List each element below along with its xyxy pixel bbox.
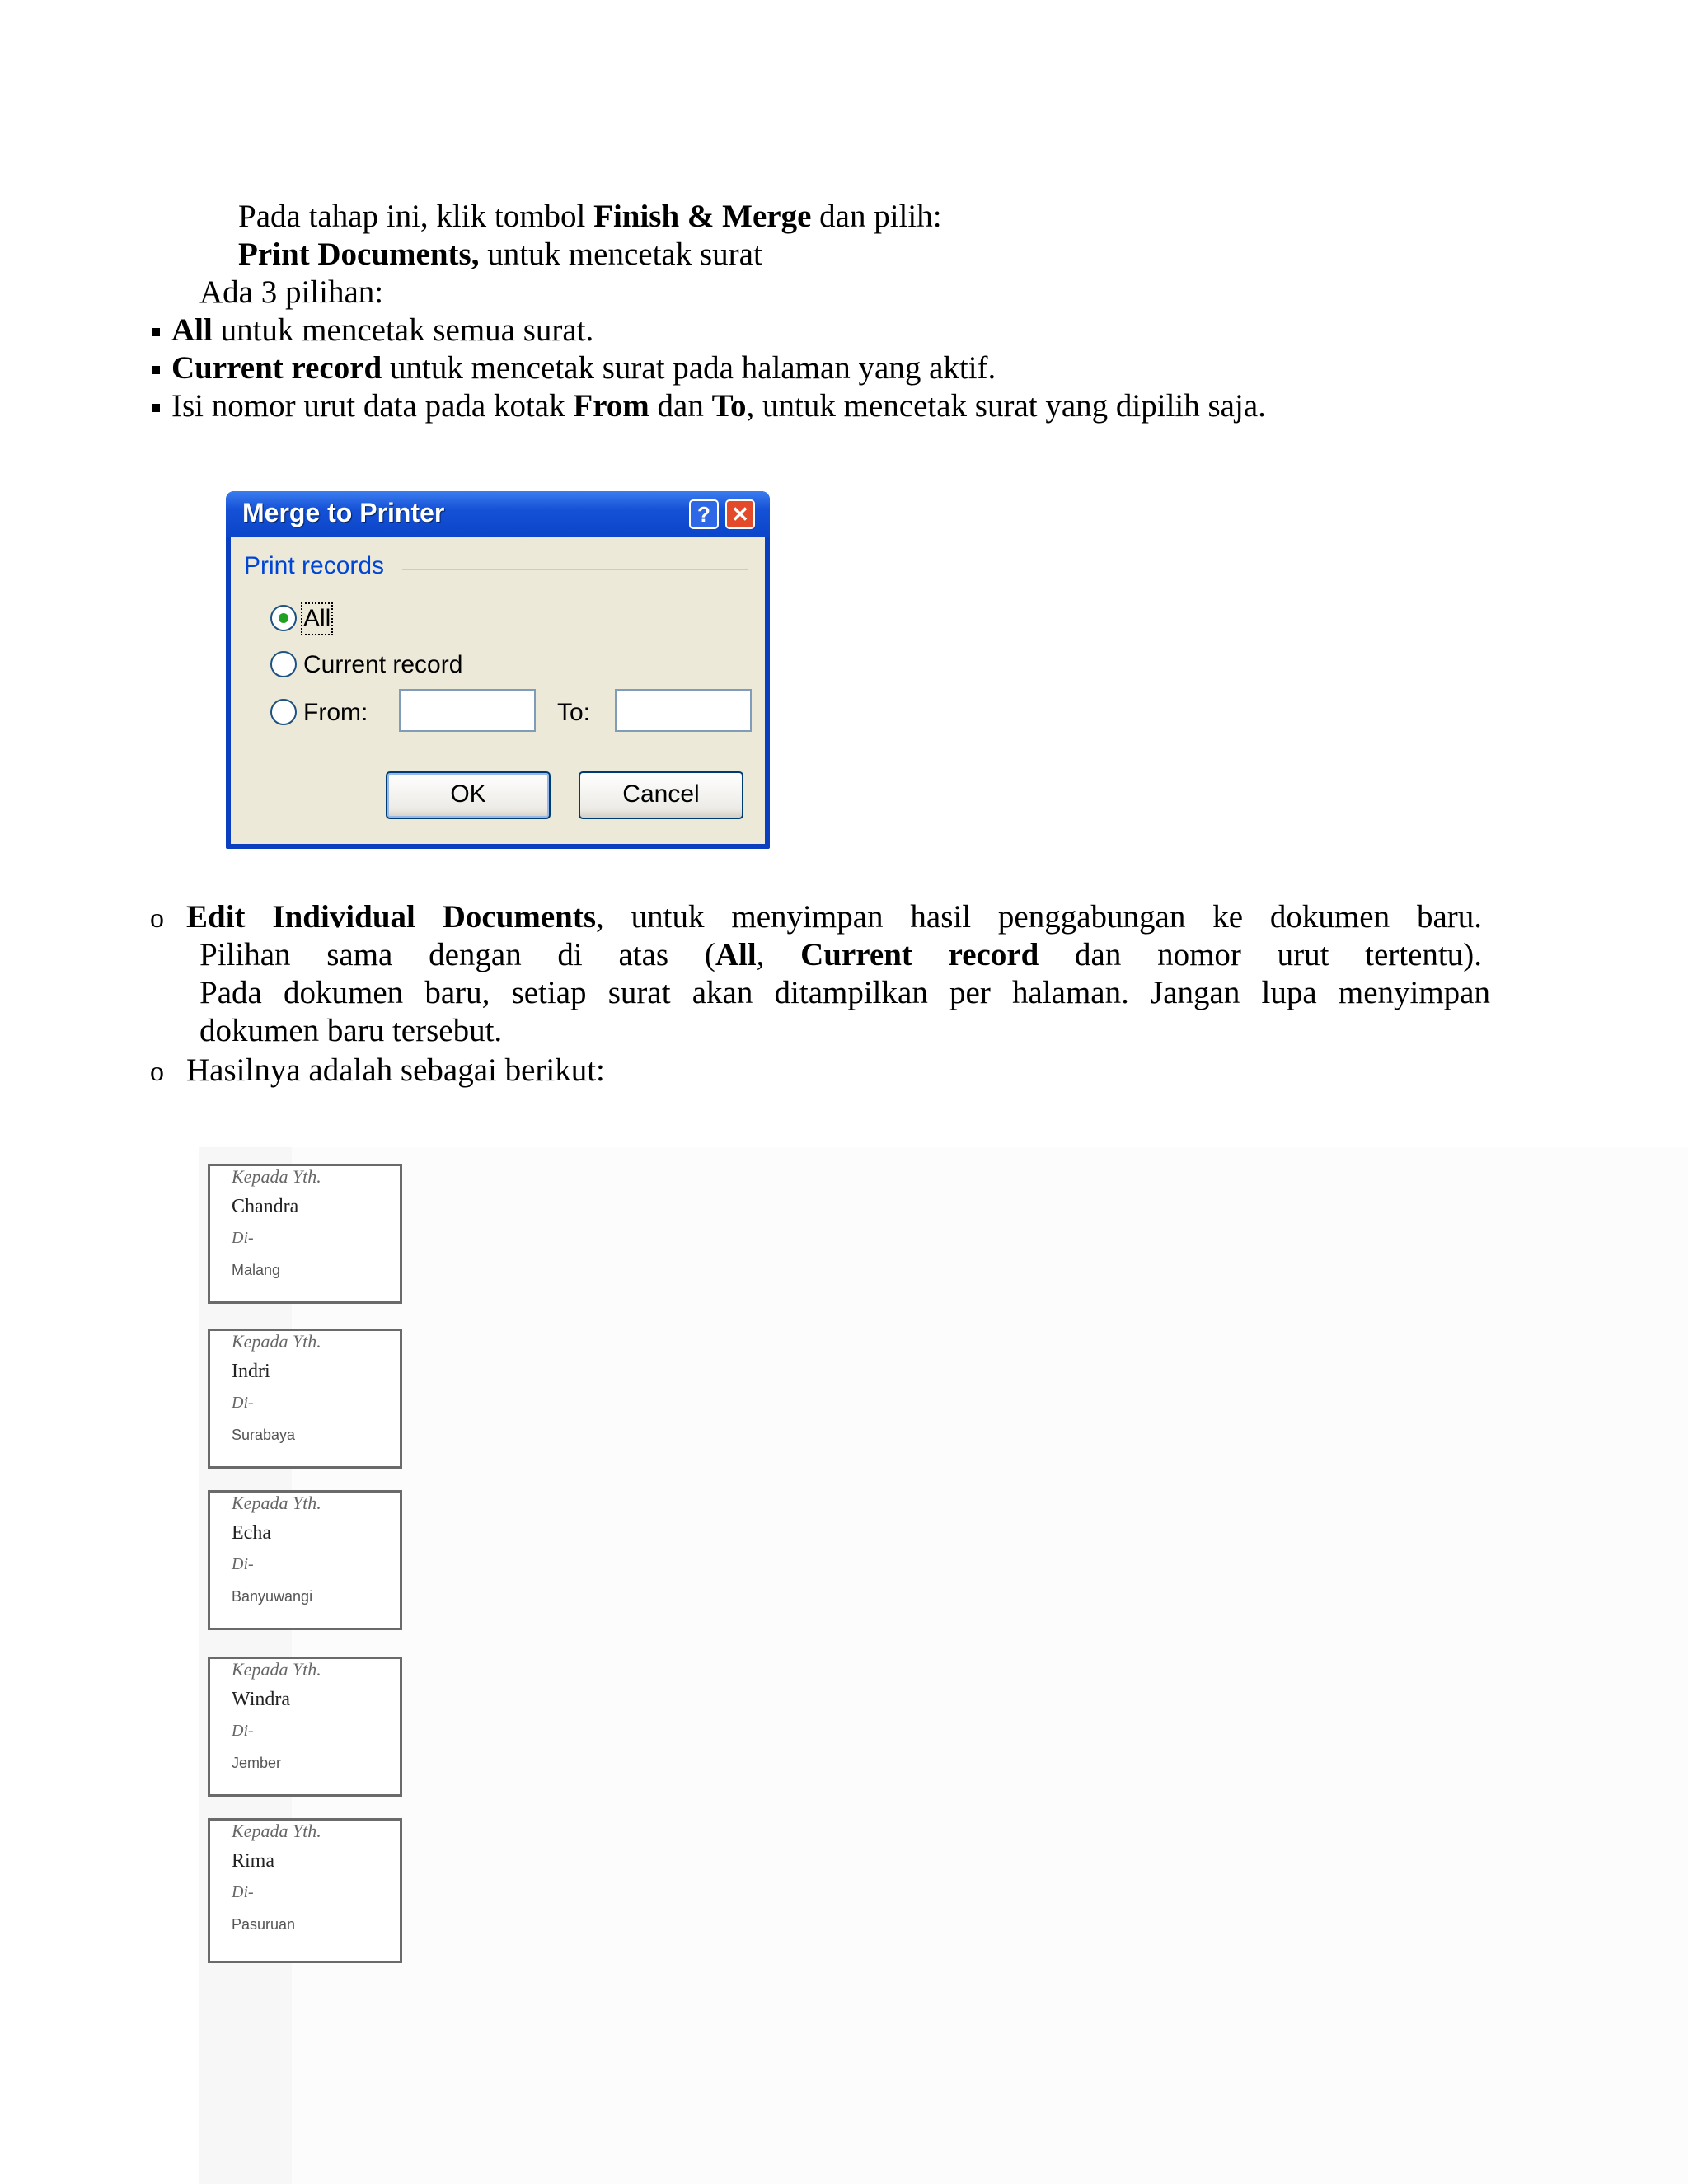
option-all-desc: untuk mencetak semua surat. xyxy=(212,312,594,348)
close-button[interactable] xyxy=(725,499,755,529)
all-term: All xyxy=(715,937,757,972)
edit-line-2-text: Pilihan sama dengan di atas ( xyxy=(199,937,715,972)
radio-selected-dot xyxy=(279,613,288,623)
letter-di: Di- xyxy=(232,1883,254,1901)
letter-recipient-name: Indri xyxy=(232,1361,270,1382)
intro-line-3: Ada 3 pilihan: xyxy=(199,274,384,310)
dialog-title: Merge to Printer xyxy=(242,498,445,527)
square-bullet-icon xyxy=(152,328,160,336)
ok-button[interactable]: OK xyxy=(386,771,551,819)
edit-line-1 xyxy=(186,898,1482,936)
option-current-desc: untuk mencetak surat pada halaman yang aktif. xyxy=(382,350,996,386)
radio-current-record[interactable] xyxy=(270,651,297,677)
circle-bullet-icon: o xyxy=(150,903,164,934)
letter-di: Di- xyxy=(232,1229,254,1247)
result-line: Hasilnya adalah sebagai berikut: xyxy=(186,1052,605,1088)
letter-city: Banyuwangi xyxy=(232,1588,313,1605)
radio-all[interactable] xyxy=(270,605,297,631)
letter-di: Di- xyxy=(232,1555,254,1573)
intro-text: Pada tahap ini, klik tombol xyxy=(238,199,594,234)
letter-thumbnail xyxy=(208,1164,402,1304)
letter-recipient-name: Rima xyxy=(232,1850,274,1872)
letter-recipient-name: Chandra xyxy=(232,1196,299,1217)
letter-salutation: Kepada Yth. xyxy=(232,1659,321,1680)
to-term: To xyxy=(711,388,747,424)
option-current-term: Current record xyxy=(171,350,382,386)
intro-line-2 xyxy=(238,236,762,274)
letter-salutation: Kepada Yth. xyxy=(232,1821,321,1841)
edit-line-2-end: dan nomor urut tertentu). xyxy=(1039,937,1483,972)
to-label: To: xyxy=(557,699,591,726)
option-all-term: All xyxy=(171,312,213,348)
letter-di: Di- xyxy=(232,1722,254,1740)
from-term: From xyxy=(573,388,649,424)
print-records-group-label: Print records xyxy=(244,552,385,579)
option-range-mid: dan xyxy=(649,388,712,424)
letter-thumbnail xyxy=(208,1657,402,1797)
print-documents-term: Print Documents, xyxy=(238,237,480,272)
letter-di: Di- xyxy=(232,1394,254,1412)
cancel-button[interactable]: Cancel xyxy=(579,771,743,819)
option-range xyxy=(171,387,1266,425)
edit-line-4: dokumen baru tersebut. xyxy=(199,1013,503,1048)
letter-salutation: Kepada Yth. xyxy=(232,1493,321,1513)
edit-individual-term: Edit Individual Documents xyxy=(186,899,597,935)
comma-text: , xyxy=(756,937,801,972)
help-button[interactable] xyxy=(689,499,719,529)
print-documents-desc: untuk mencetak surat xyxy=(479,237,762,272)
option-current xyxy=(171,349,996,387)
scan-background xyxy=(292,1147,1688,2184)
group-divider xyxy=(402,569,748,570)
edit-line-2 xyxy=(199,936,1482,974)
from-input[interactable] xyxy=(399,689,536,732)
close-icon: ✕ xyxy=(731,502,749,527)
letter-salutation: Kepada Yth. xyxy=(232,1331,321,1352)
question-icon: ? xyxy=(697,502,710,527)
current-record-term: Current record xyxy=(800,937,1039,972)
to-input[interactable] xyxy=(615,689,752,732)
intro-text-end: dan pilih: xyxy=(811,199,942,234)
dialog-titlebar[interactable] xyxy=(226,491,770,537)
option-range-end: , untuk mencetak surat yang dipilih saja. xyxy=(746,388,1266,424)
radio-all-label[interactable]: All xyxy=(303,605,331,632)
radio-from-label[interactable]: From: xyxy=(303,699,368,726)
letter-salutation: Kepada Yth. xyxy=(232,1166,321,1187)
finish-merge-term: Finish & Merge xyxy=(593,199,812,234)
letter-city: Jember xyxy=(232,1755,282,1771)
radio-current-record-label[interactable]: Current record xyxy=(303,651,463,678)
edit-line-1-desc: , untuk menyimpan hasil penggabungan ke dokumen baru. xyxy=(596,899,1482,935)
letter-city: Malang xyxy=(232,1262,281,1278)
letter-thumbnail xyxy=(208,1490,402,1630)
circle-bullet-icon: o xyxy=(150,1057,164,1087)
letter-recipient-name: Windra xyxy=(232,1689,291,1710)
radio-from[interactable] xyxy=(270,699,297,725)
edit-line-3: Pada dokumen baru, setiap surat akan ditampilkan per halaman. Jangan lupa menyimpan xyxy=(199,975,1490,1010)
option-all xyxy=(171,312,593,349)
square-bullet-icon xyxy=(152,404,160,412)
option-range-text: Isi nomor urut data pada kotak xyxy=(171,388,574,424)
letter-city: Surabaya xyxy=(232,1427,296,1443)
square-bullet-icon xyxy=(152,366,160,374)
letter-recipient-name: Echa xyxy=(232,1522,271,1544)
letter-thumbnail xyxy=(208,1818,402,1963)
letter-city: Pasuruan xyxy=(232,1916,296,1933)
intro-line-1 xyxy=(238,198,942,236)
letter-thumbnail xyxy=(208,1329,402,1469)
